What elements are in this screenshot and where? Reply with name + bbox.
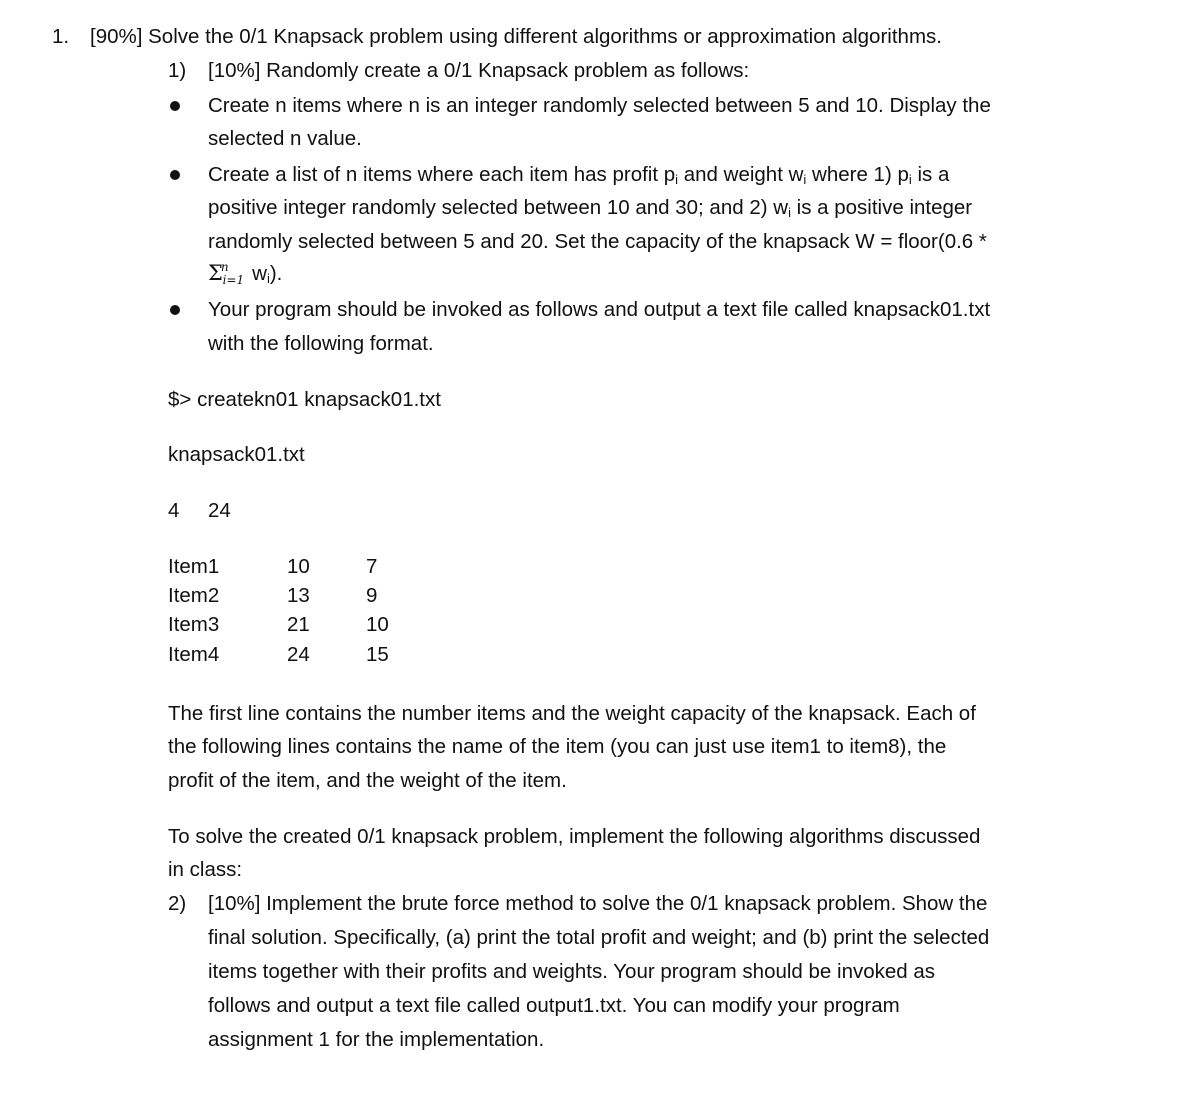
bullet-dot: [170, 101, 180, 111]
explanation-line2: the following lines contains the name of the item (you can just use item1 to item8), the: [168, 735, 947, 758]
subscript-i: i: [266, 271, 270, 286]
item-profit: 21: [287, 613, 310, 636]
subscript-i: i: [908, 172, 912, 187]
item-name: Item3: [168, 613, 220, 636]
bullet2-line2: [208, 198, 972, 219]
implement-intro-line1: To solve the created 0/1 knapsack problem, implement the following algorithms discussed: [168, 825, 981, 848]
item-weight: 7: [366, 555, 378, 578]
text-fragment: is a positive integer: [796, 196, 973, 219]
item-name: Item4: [168, 643, 220, 666]
bullet2-line1: [208, 165, 949, 186]
item-weight: 15: [366, 643, 389, 666]
part2-line3: items together with their profits and weights. Your program should be invoked as: [208, 960, 936, 983]
part2-line1: [10%] Implement the brute force method to solve the 0/1 knapsack problem. Show the: [208, 892, 988, 915]
text-fragment: is a: [917, 163, 950, 186]
sum-upper-limit: n: [220, 260, 229, 274]
sum-lower-limit: i=1: [222, 273, 245, 287]
explanation-line1: The first line contains the number items and the weight capacity of the knapsack. Each of: [168, 702, 976, 725]
implement-intro-line2: in class:: [168, 858, 243, 881]
bullet-dot: [170, 170, 180, 180]
part2-line4: follows and output a text file called output1.txt. You can modify your program: [208, 994, 900, 1017]
text-fragment: and weight w: [683, 163, 804, 186]
part2-line2: final solution. Specifically, (a) print the total profit and weight; and (b) print the selected: [208, 926, 990, 949]
text-fragment: where 1) p: [812, 163, 909, 186]
file-name: knapsack01.txt: [168, 443, 305, 466]
formula-w: w: [252, 262, 267, 285]
question-title: [90%] Solve the 0/1 Knapsack problem using different algorithms or approximation algorithms.: [90, 25, 942, 48]
subscript-i: i: [803, 172, 807, 187]
bullet3-line2: with the following format.: [208, 332, 434, 355]
part1-title: [10%] Randomly create a 0/1 Knapsack problem as follows:: [208, 59, 750, 82]
explanation-line3: profit of the item, and the weight of the item.: [168, 769, 567, 792]
subscript-i: i: [788, 205, 791, 220]
bullet2-line3: randomly selected between 5 and 20. Set the capacity of the knapsack W = floor(0.6 *: [208, 230, 987, 253]
part1-number: 1): [168, 59, 187, 82]
file-header-n: 4: [168, 499, 180, 522]
item-profit: 24: [287, 643, 310, 666]
item-weight: 10: [366, 613, 389, 636]
item-name: Item2: [168, 584, 220, 607]
bullet-dot: [170, 305, 180, 315]
command-line: $> createkn01 knapsack01.txt: [168, 388, 441, 411]
part2-line5: assignment 1 for the implementation.: [208, 1028, 545, 1051]
bullet1-line1: Create n items where n is an integer randomly selected between 5 and 10. Display the: [208, 94, 991, 117]
text-fragment: positive integer randomly selected between 10 and 30; and 2) w: [208, 196, 789, 219]
formula-end: ).: [269, 262, 283, 285]
question-number: 1.: [52, 25, 70, 48]
summation-formula: [208, 260, 283, 287]
item-profit: 10: [287, 555, 310, 578]
subscript-i: i: [675, 172, 679, 187]
bullet3-line1: Your program should be invoked as follows and output a text file called knapsack01.txt: [208, 298, 991, 321]
part2-number: 2): [168, 892, 187, 915]
item-profit: 13: [287, 584, 310, 607]
bullet1-line2: selected n value.: [208, 127, 362, 150]
text-fragment: Create a list of n items where each item has profit p: [208, 163, 676, 186]
file-header-capacity: 24: [208, 499, 231, 522]
sigma-symbol: Σ: [208, 261, 223, 285]
item-name: Item1: [168, 555, 220, 578]
item-weight: 9: [366, 584, 378, 607]
